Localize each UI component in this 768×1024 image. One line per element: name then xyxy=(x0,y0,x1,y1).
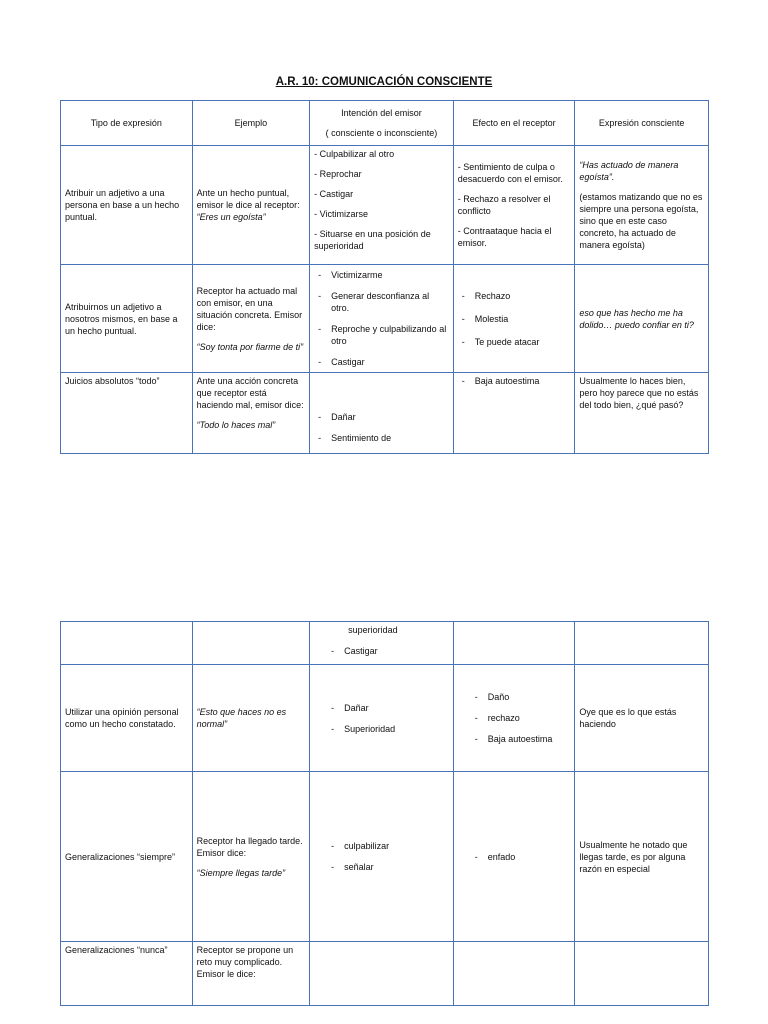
header-ejemplo: Ejemplo xyxy=(192,101,310,146)
row3-ejemplo xyxy=(192,373,310,454)
header-intencion-line1: Intención del emisor xyxy=(341,108,422,118)
row5-intencion-item: - señalar xyxy=(327,861,449,873)
table-row xyxy=(61,373,709,454)
row1-intencion-item: - Culpabilizar al otro xyxy=(314,149,395,159)
row3-efecto xyxy=(453,373,575,454)
table-row xyxy=(61,942,709,1006)
row2-ejemplo-quote: “Soy tonta por fiarme de ti” xyxy=(196,341,304,352)
table-row xyxy=(61,146,709,265)
cont-ejemplo xyxy=(192,622,310,665)
cont-intencion-text: superioridad xyxy=(348,625,398,635)
row3-tipo: Juicios absolutos “todo” xyxy=(61,373,193,454)
row5-expresion: Usualmente he notado que llegas tarde, es por alguna razón en especial xyxy=(575,772,709,942)
row5-efecto-item: - enfado xyxy=(471,851,571,863)
row1-expresion xyxy=(575,146,709,265)
row1-intencion-item: - Victimizarse xyxy=(314,209,368,219)
cont-efecto xyxy=(453,622,575,665)
row2-efecto xyxy=(453,265,575,373)
row6-intencion xyxy=(310,942,454,1006)
row3-efecto-item: - Baja autoestima xyxy=(458,375,571,387)
row3-intencion xyxy=(310,373,454,454)
row1-intencion xyxy=(310,146,454,265)
row2-efecto-item: - Te puede atacar xyxy=(458,336,571,348)
row6-expresion xyxy=(575,942,709,1006)
row4-tipo: Utilizar una opinión personal como un hecho constatado. xyxy=(61,665,193,772)
cont-intencion-item: - Castigar xyxy=(327,645,449,657)
row5-ejemplo xyxy=(192,772,310,942)
row4-expresion: Oye que es lo que estás haciendo xyxy=(575,665,709,772)
row5-efecto xyxy=(453,772,575,942)
row1-ejemplo-text: Ante un hecho puntual, emisor le dice al receptor: xyxy=(196,188,300,210)
row1-efecto xyxy=(453,146,575,265)
table-header-row xyxy=(61,101,709,146)
row6-efecto xyxy=(453,942,575,1006)
row4-efecto-item: - Baja autoestima xyxy=(471,733,571,745)
row4-efecto-item: - Daño xyxy=(471,691,571,703)
row1-intencion-item: - Reprochar xyxy=(314,169,362,179)
row4-intencion-item: - Dañar xyxy=(327,702,449,714)
row1-ejemplo-quote: “Eres un egoísta” xyxy=(196,212,266,222)
row1-efecto-item: - Sentimiento de culpa o desacuerdo con el emisor. xyxy=(457,162,563,184)
row5-ejemplo-text: Receptor ha llegado tarde. Emisor dice: xyxy=(196,835,303,858)
row1-tipo: Atribuir un adjetivo a una persona en base a un hecho puntual. xyxy=(61,146,193,265)
row5-intencion xyxy=(310,772,454,942)
row5-tipo: Generalizaciones “siempre” xyxy=(61,772,193,942)
row6-tipo: Generalizaciones “nunca” xyxy=(61,942,193,1006)
row4-intencion-item: - Superioridad xyxy=(327,723,449,735)
row1-intencion-item: - Castigar xyxy=(314,189,354,199)
row2-intencion-item: - Reproche y culpabilizando al otro xyxy=(314,323,449,347)
row2-expresion: eso que has hecho me ha dolido… puedo confiar en ti? xyxy=(575,265,709,373)
row5-intencion-item: - culpabilizar xyxy=(327,840,449,852)
header-intencion-line2: ( consciente o inconsciente) xyxy=(325,128,438,138)
table-row xyxy=(61,622,709,665)
row2-efecto-item: - Molestia xyxy=(458,313,571,325)
row1-efecto-item: - Rechazo a resolver el conflicto xyxy=(457,194,551,216)
table-row xyxy=(61,772,709,942)
header-tipo: Tipo de expresión xyxy=(61,101,193,146)
header-intencion xyxy=(310,101,454,146)
row1-expresion-quote: “Has actuado de manera egoísta”. xyxy=(579,160,679,182)
row2-intencion-item: - Victimizarme xyxy=(314,269,449,281)
row1-ejemplo xyxy=(192,146,310,265)
row4-efecto-item: - rechazo xyxy=(471,712,571,724)
row2-intencion-item: - Castigar xyxy=(314,356,449,368)
row3-intencion-item: - Sentimiento de xyxy=(314,432,449,444)
row6-ejemplo: Receptor se propone un reto muy complicado. Emisor le dice: xyxy=(192,942,310,1006)
table-row xyxy=(61,665,709,772)
row2-ejemplo xyxy=(192,265,310,373)
row3-intencion-item: - Dañar xyxy=(314,411,449,423)
row1-intencion-item: - Situarse en una posición de superioridad xyxy=(314,229,431,251)
row3-expresion: Usualmente lo haces bien, pero hoy parece que no estás del todo bien, ¿qué pasó? xyxy=(575,373,709,454)
row2-intencion-item: - Generar desconfianza al otro. xyxy=(314,290,449,314)
row3-ejemplo-quote: “Todo lo haces mal” xyxy=(196,420,276,430)
cont-expresion xyxy=(575,622,709,665)
row4-efecto xyxy=(453,665,575,772)
row4-intencion xyxy=(310,665,454,772)
row3-ejemplo-text: Ante una acción concreta que receptor está haciendo mal, emisor dice: xyxy=(196,376,304,410)
header-expresion: Expresión consciente xyxy=(575,101,709,146)
row2-efecto-item: - Rechazo xyxy=(458,290,571,302)
table-row xyxy=(61,265,709,373)
row1-efecto-item: - Contraataque hacia el emisor. xyxy=(457,226,552,248)
communication-table-page-1 xyxy=(60,100,709,454)
row2-intencion xyxy=(310,265,454,373)
cont-intencion xyxy=(310,622,454,665)
row5-ejemplo-quote: “Siempre llegas tarde” xyxy=(196,867,286,878)
header-efecto: Efecto en el receptor xyxy=(453,101,575,146)
document-title: A.R. 10: COMUNICACIÓN CONSCIENTE xyxy=(275,76,493,88)
row1-expresion-note: (estamos matizando que no es siempre una persona egoísta, sino que en este caso concreto, ha actuado de manera egoísta) xyxy=(579,192,703,250)
cont-tipo xyxy=(61,622,193,665)
communication-table-page-2 xyxy=(60,621,709,1006)
row2-ejemplo-text: Receptor ha actuado mal con emisor, en una situación concreta. Emisor dice: xyxy=(196,285,303,332)
row2-tipo: Atribuirnos un adjetivo a nosotros mismos, en base a un hecho puntual. xyxy=(61,265,193,373)
row4-ejemplo: “Esto que haces no es normal” xyxy=(192,665,310,772)
